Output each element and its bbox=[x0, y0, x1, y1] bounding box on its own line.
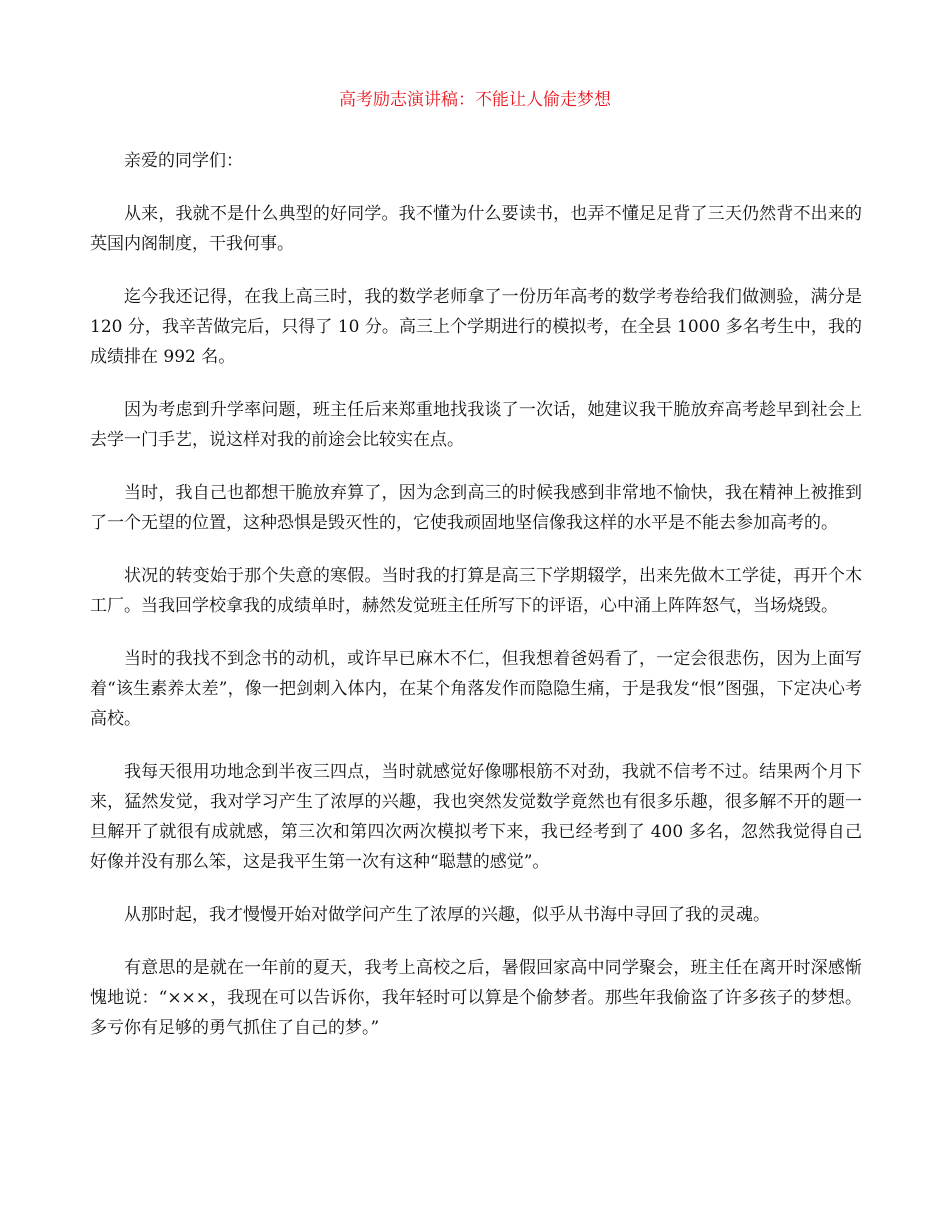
paragraph: 当时的我找不到念书的动机，或许早已麻木不仁，但我想着爸妈看了，一定会很悲伤，因为上面写着“该生素养太差”，像一把剑刺入体内，在某个角落发作而隐隐生痛，于是我发“恨”图强，下定决心考高校。 bbox=[90, 649, 862, 729]
paragraph: 当时，我自己也都想干脆放弃算了，因为念到高三的时候我感到非常地不愉快，我在精神上被推到了一个无望的位置，这种恐惧是毁灭性的，它使我顽固地坚信像我这样的水平是不能去参加高考的。 bbox=[90, 483, 862, 533]
paragraph: 从来，我就不是什么典型的好同学。我不懂为什么要读书，也弄不懂足足背了三天仍然背不出来的英国内阁制度，干我何事。 bbox=[90, 204, 862, 254]
paragraph: 迄今我还记得，在我上高三时，我的数学老师拿了一份历年高考的数学考卷给我们做测验，满分是 120 分，我辛苦做完后，只得了 10 分。高三上个学期进行的模拟考，在全县 1000 多名考生中，我的成绩排在 992 名。 bbox=[90, 287, 862, 367]
paragraph-greeting: 亲爱的同学们： bbox=[124, 151, 243, 171]
paragraph: 有意思的是就在一年前的夏天，我考上高校之后，暑假回家高中同学聚会，班主任在离开时深感惭愧地说：“×××，我现在可以告诉你，我年轻时可以算是个偷梦者。那些年我偷盗了许多孩子的梦想。多亏你有足够的勇气抓住了自己的梦。” bbox=[90, 958, 862, 1038]
document-body bbox=[90, 146, 862, 1066]
document-title: 高考励志演讲稿：不能让人偷走梦想 bbox=[339, 90, 611, 110]
paragraph: 从那时起，我才慢慢开始对做学问产生了浓厚的兴趣，似乎从书海中寻回了我的灵魂。 bbox=[124, 905, 770, 925]
paragraph: 状况的转变始于那个失意的寒假。当时我的打算是高三下学期辍学，出来先做木工学徒，再开个木工厂。当我回学校拿我的成绩单时，赫然发觉班主任所写下的评语，心中涌上阵阵怒气，当场烧毁。 bbox=[90, 566, 862, 616]
paragraph: 我每天很用功地念到半夜三四点，当时就感觉好像哪根筋不对劲，我就不信考不过。结果两个月下来，猛然发觉，我对学习产生了浓厚的兴趣，我也突然发觉数学竟然也有很多乐趣，很多解不开的题一旦解开了就很有成就感，第三次和第四次两次模拟考下来，我已经考到了 400 多名，忽然我觉得自己好像并没有那么笨，这是我平生第一次有这种“聪慧的感觉”。 bbox=[90, 762, 862, 872]
paragraph: 因为考虑到升学率问题，班主任后来郑重地找我谈了一次话，她建议我干脆放弃高考趁早到社会上去学一门手艺，说这样对我的前途会比较实在点。 bbox=[90, 400, 862, 450]
